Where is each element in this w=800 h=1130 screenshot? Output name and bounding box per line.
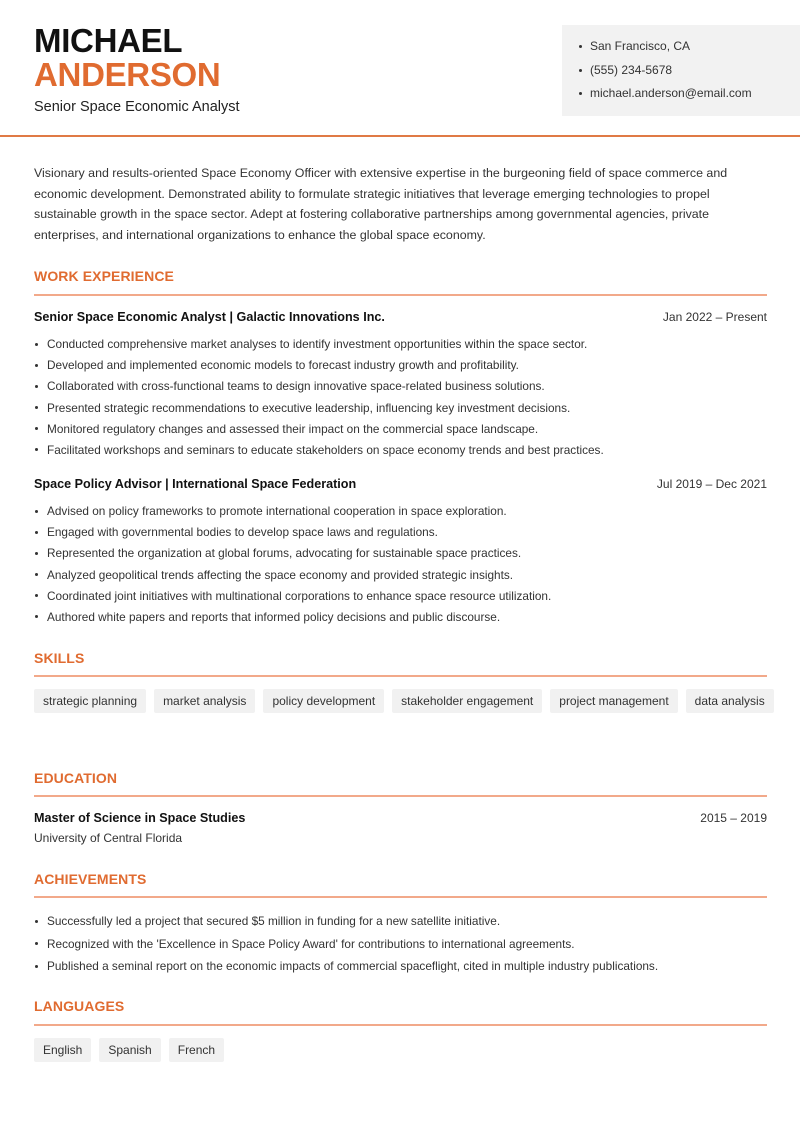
list-item: Developed and implemented economic models to forecast industry growth and profitability. (34, 357, 774, 378)
list-item: Recognized with the 'Excellence in Space Policy Award' for contributions to international agreements. (34, 936, 774, 959)
language-tag: French (169, 1038, 224, 1062)
section-title-skills: SKILLS (34, 650, 85, 666)
section-title-education: EDUCATION (34, 770, 118, 786)
list-item: Coordinated joint initiatives with multinational corporations to enhance space resource utilization. (34, 588, 774, 609)
contact-phone: (555) 234-5678 (579, 62, 800, 86)
list-item: Facilitated workshops and seminars to educate stakeholders on space economy trends and best practices. (34, 442, 774, 463)
languages-tags (34, 1038, 774, 1062)
section-divider (34, 294, 767, 296)
section-title-languages: LANGUAGES (34, 998, 125, 1014)
language-tag: Spanish (99, 1038, 160, 1062)
job-date: Jan 2022 – Present (662, 310, 767, 324)
language-tag: English (34, 1038, 91, 1062)
role-title: Senior Space Economic Analyst (34, 99, 240, 115)
list-item: Published a seminal report on the economic impacts of commercial spaceflight, cited in multiple industry publications. (34, 958, 774, 981)
section-title-achievements: ACHIEVEMENTS (34, 871, 147, 887)
education-degree: Master of Science in Space Studies (34, 811, 246, 825)
job-date: Jul 2019 – Dec 2021 (656, 477, 767, 491)
list-item: Engaged with governmental bodies to develop space laws and regulations. (34, 524, 774, 545)
list-item: Represented the organization at global forums, advocating for sustainable space practices. (34, 545, 774, 566)
achievements-list (34, 913, 774, 981)
skill-tag: project management (550, 689, 677, 713)
job-bullets (34, 503, 774, 630)
list-item: Authored white papers and reports that informed policy decisions and public discourse. (34, 609, 774, 630)
first-name: MICHAEL (34, 22, 183, 59)
skill-tag: stakeholder engagement (392, 689, 542, 713)
list-item: Monitored regulatory changes and assessed their impact on the commercial space landscape. (34, 421, 774, 442)
resume-header (0, 0, 800, 137)
section-divider (34, 1024, 767, 1026)
job-title: Senior Space Economic Analyst | Galactic Innovations Inc. (34, 310, 385, 324)
skill-tag: policy development (263, 689, 384, 713)
section-divider (34, 896, 767, 898)
last-name: ANDERSON (34, 56, 221, 93)
list-item: Analyzed geopolitical trends affecting the space economy and provided strategic insights. (34, 567, 774, 588)
skill-tag: market analysis (154, 689, 255, 713)
contact-box (562, 25, 800, 116)
education-school: University of Central Florida (34, 831, 183, 845)
section-divider (34, 795, 767, 797)
skill-tag: data analysis (686, 689, 774, 713)
list-item: Presented strategic recommendations to executive leadership, influencing key investment decisions. (34, 400, 774, 421)
education-date: 2015 – 2019 (700, 811, 767, 825)
skill-tag: strategic planning (34, 689, 146, 713)
section-title-work: WORK EXPERIENCE (34, 268, 174, 284)
list-item: Conducted comprehensive market analyses to identify investment opportunities within the space sector. (34, 336, 774, 357)
list-item: Advised on policy frameworks to promote international cooperation in space exploration. (34, 503, 774, 524)
skills-tags (34, 689, 774, 713)
job-title: Space Policy Advisor | International Space Federation (34, 477, 357, 491)
summary: Visionary and results-oriented Space Economy Officer with extensive expertise in the burgeoning field of space commerce and economic development. Demonstrated ability to formulate strategic initiatives that leverage emerging technologies to propel sustainable growth in the space sector. Adept at fostering collaborative partnerships among governmental agencies, private enterprises, and international organizations to enhance the global space economy. (34, 166, 728, 242)
list-item: Successfully led a project that secured $5 million in funding for a new satellite initiative. (34, 913, 774, 936)
job-bullets (34, 336, 774, 463)
contact-location: San Francisco, CA (579, 38, 800, 62)
list-item: Collaborated with cross-functional teams to design innovative space-related business solutions. (34, 378, 774, 399)
section-divider (34, 675, 767, 677)
contact-email[interactable]: michael.anderson@email.com (579, 85, 800, 109)
